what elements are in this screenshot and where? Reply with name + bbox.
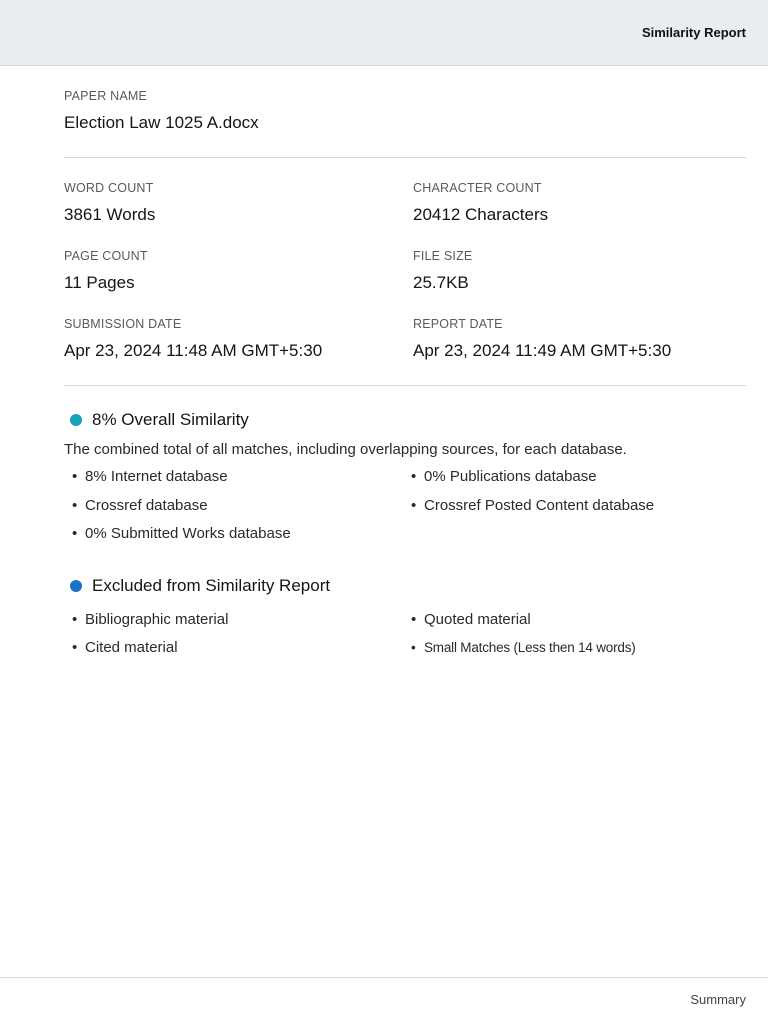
list-item	[72, 468, 228, 485]
list-item-label: Quoted material	[424, 611, 531, 628]
list-item	[411, 611, 531, 628]
word-count-value: 3861 Words	[64, 205, 156, 224]
list-item-label: Crossref Posted Content database	[424, 497, 655, 514]
list-item	[72, 497, 208, 514]
footer-summary: Summary	[690, 992, 746, 1007]
bullet-icon: •	[411, 497, 417, 514]
list-item	[72, 525, 291, 542]
bullet-icon: •	[72, 639, 78, 656]
submission-date-value: Apr 23, 2024 11:48 AM GMT+5:30	[64, 341, 323, 360]
submission-date-label: SUBMISSION DATE	[64, 317, 182, 331]
page-count-label: PAGE COUNT	[64, 249, 148, 263]
list-item	[411, 497, 654, 514]
word-count-label: WORD COUNT	[64, 181, 154, 195]
list-item-label: 8% Internet database	[85, 468, 228, 485]
similarity-heading	[70, 410, 249, 430]
list-item	[411, 468, 597, 485]
file-size-value: 25.7KB	[413, 273, 469, 292]
report-date-value: Apr 23, 2024 11:49 AM GMT+5:30	[413, 341, 672, 360]
footer-divider	[0, 977, 768, 978]
list-item-label: 0% Submitted Works database	[85, 525, 291, 542]
list-item	[411, 640, 636, 655]
list-item-label: Bibliographic material	[85, 611, 229, 628]
character-count-label: CHARACTER COUNT	[413, 181, 542, 195]
page-count-value: 11 Pages	[64, 273, 135, 292]
bullet-icon: •	[72, 468, 78, 485]
bullet-icon: •	[72, 611, 78, 628]
paper-name-label: PAPER NAME	[64, 89, 148, 103]
bullet-icon: •	[411, 640, 416, 655]
divider	[64, 385, 746, 386]
report-header	[0, 0, 768, 66]
report-date-label: REPORT DATE	[413, 317, 503, 331]
list-item-label: Cited material	[85, 639, 178, 656]
list-item	[72, 639, 178, 656]
blue-dot-icon	[70, 580, 82, 592]
list-item-label: Crossref database	[85, 497, 208, 514]
bullet-icon: •	[72, 525, 78, 542]
teal-dot-icon	[70, 414, 82, 426]
report-title: Similarity Report	[641, 25, 746, 40]
bullet-icon: •	[72, 497, 78, 514]
excluded-title: Excluded from Similarity Report	[92, 576, 331, 595]
paper-name-value: Election Law 1025 A.docx	[64, 113, 259, 132]
list-item-label: 0% Publications database	[424, 468, 597, 485]
list-item	[72, 611, 228, 628]
bullet-icon: •	[411, 468, 417, 485]
similarity-description: The combined total of all matches, including overlapping sources, for each database.	[64, 441, 627, 458]
list-item-label: Small Matches (Less then 14 words)	[424, 640, 636, 655]
character-count-value: 20412 Characters	[413, 205, 549, 224]
similarity-title: 8% Overall Similarity	[92, 410, 249, 429]
excluded-heading	[70, 576, 330, 596]
divider	[64, 157, 746, 158]
file-size-label: FILE SIZE	[413, 249, 473, 263]
bullet-icon: •	[411, 611, 417, 628]
